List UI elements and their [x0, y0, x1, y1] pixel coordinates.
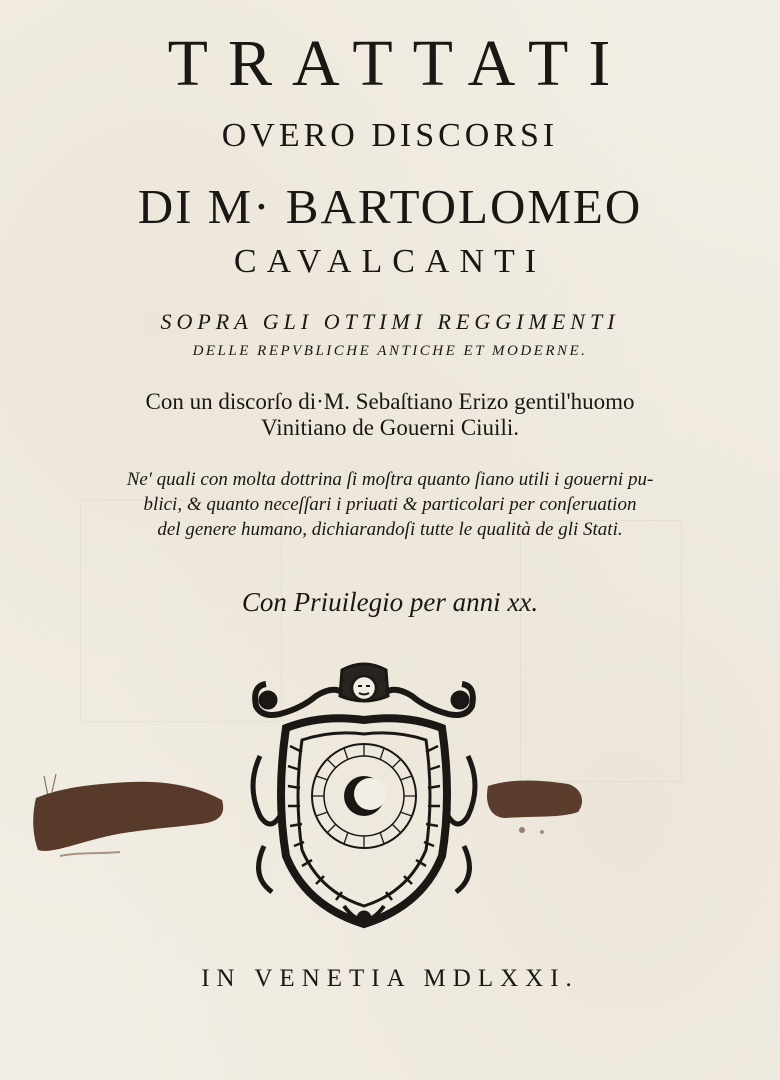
discourse-line-2: Vinitiano de Gouerni Ciuili.	[261, 415, 519, 440]
printers-device-icon	[246, 656, 482, 934]
right-stain	[482, 772, 592, 842]
show-through-frame	[520, 520, 682, 782]
title-line-cavalcanti: CAVALCANTI	[233, 243, 547, 280]
title-line-author: DI M· BARTOLOMEO	[137, 179, 643, 234]
subtitle-reggimenti: SOPRA GLI OTTIMI REGGIMENTI	[160, 309, 620, 334]
left-stain	[30, 770, 230, 870]
imprint-line: IN VENETIA MDLXXI.	[201, 965, 579, 992]
description-line-1: Ne' quali con molta dottrina ſi moſtra quanto ſiano utili i gouerni pu-	[126, 469, 654, 490]
discourse-line-1: Con un discorſo di·M. Sebaſtiano Erizo gentil'huomo	[145, 389, 635, 414]
title-line-overo-discorsi: OVERO DISCORSI	[221, 117, 559, 154]
description-line-2: blici, & quanto neceſſari i priuati & particolari per conſeruation	[143, 494, 637, 515]
description-line-3: del genere humano, dichiarandoſi tutte le qualità de gli Stati.	[157, 519, 623, 540]
subtitle-republiche: DELLE REPVBLICHE ANTICHE ET MODERNE.	[192, 343, 588, 359]
title-line-trattati: TRATTATI	[167, 27, 631, 100]
privilege-line: Con Priuilegio per anni xx.	[241, 587, 539, 617]
